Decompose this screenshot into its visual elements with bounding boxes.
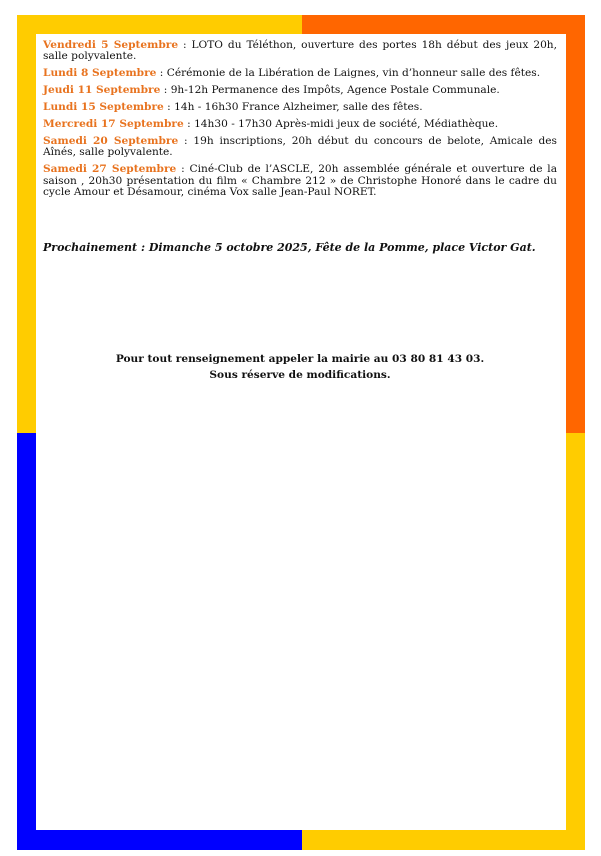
event-date: Vendredi 5 Septembre [43,39,179,51]
event-separator: : [176,163,190,176]
event-date: Jeudi 11 Septembre [43,84,161,97]
disclaimer-line: Sous réserve de modifications. [209,369,391,381]
next-event-notice: Prochainement : Dimanche 5 octobre 2025, Fête de la Pomme, place Victor Gat. [43,241,536,254]
event-separator: : [178,39,192,51]
event-separator: : [160,84,171,97]
event-item [43,164,557,198]
event-date: Lundi 8 Septembre [43,67,157,80]
event-text: Ciné-Club de l’ASCLE, 20h assemblée générale et ouverture de la saison , 20h30 présentation du film « Chambre 212 » de Christophe Honoré dans le cadre du cycle Amour et Désamour, cinéma Vox salle Jean-Paul NORET. [43,163,558,199]
event-date: Lundi 15 Septembre [43,101,164,114]
event-separator: : [178,134,194,147]
event-item [43,40,557,63]
event-item [43,85,557,96]
event-item [43,102,557,113]
contact-phone-line: Pour tout renseignement appeler la mairie au 03 80 81 43 03. [115,353,485,365]
event-text: 14h30 - 17h30 Après-midi jeux de société, Médiathèque. [194,118,499,131]
event-separator: : [183,118,195,131]
event-date: Samedi 20 Septembre [43,134,179,147]
event-text: Cérémonie de la Libération de Laignes, vin d’honneur salle des fêtes. [166,67,541,80]
page-sheet [36,34,566,830]
event-date: Mercredi 17 Septembre [43,118,184,131]
contact-info [43,351,557,383]
event-date: Samedi 27 Septembre [43,163,177,176]
event-separator: : [156,67,167,80]
event-item [43,136,557,159]
event-text: 9h-12h Permanence des Impôts, Agence Postale Communale. [170,84,500,97]
event-text: 14h - 16h30 France Alzheimer, salle des fêtes. [174,101,423,114]
event-item [43,68,557,79]
event-text: LOTO du Téléthon, ouverture des portes 18h début des jeux 20h, salle polyvalente. [43,39,557,63]
event-item [43,119,557,130]
event-separator: : [163,101,175,114]
event-list [43,40,557,204]
event-text: 19h inscriptions, 20h début du concours de belote, Amicale des Aînés, salle polyvalente. [43,134,557,159]
